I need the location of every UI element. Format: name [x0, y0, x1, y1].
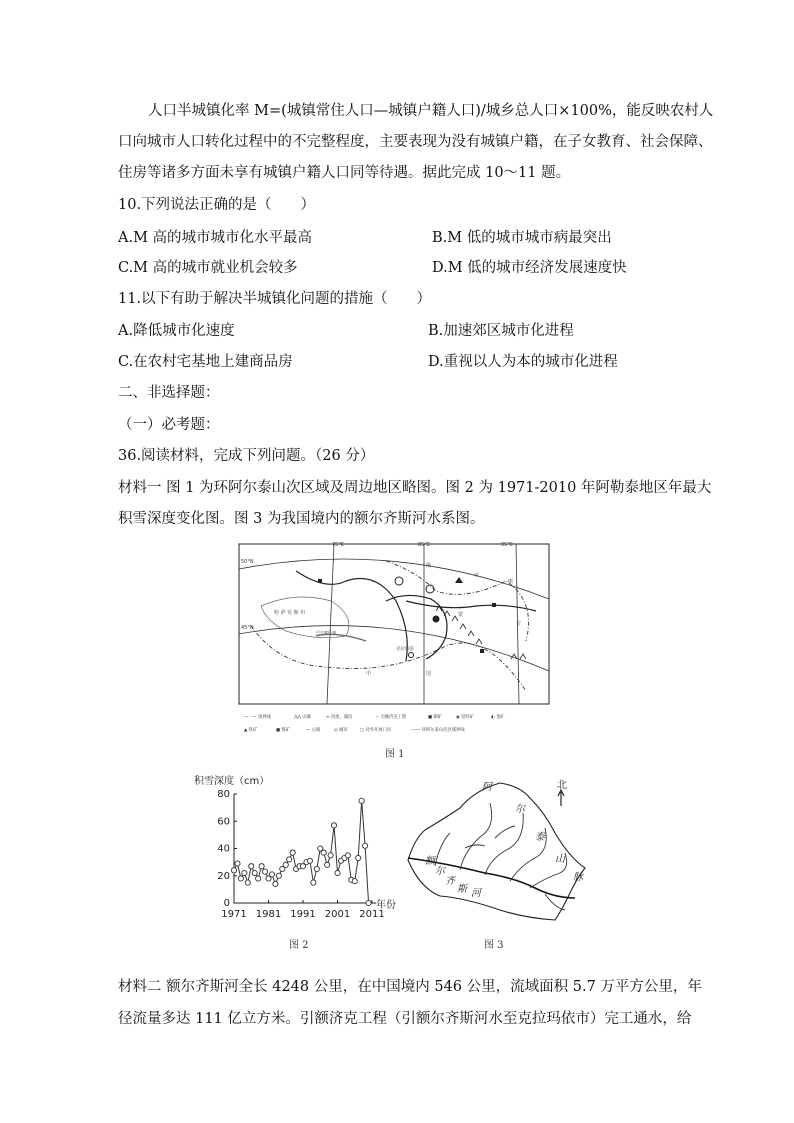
data-point — [249, 864, 254, 869]
snow-depth-series-line — [234, 801, 369, 903]
figure-2-snow-depth-chart — [190, 772, 405, 930]
intro-line-1: 人口半城镇化率 M=(城镇常住人口—城镇户籍人口)/城乡总人口×100%，能反映农村人 — [148, 103, 714, 119]
svg-text:■ 煤矿: ■ 煤矿 — [276, 728, 291, 733]
x-tick-label: 1981 — [255, 909, 282, 920]
svg-text:俄: 俄 — [426, 563, 432, 569]
data-point — [335, 870, 340, 875]
y-tick-label: 40 — [217, 843, 230, 855]
q10-option-b: B.M 低的城市城市病最突出 — [432, 230, 612, 246]
material-2-line-2: 径流量多达 111 亿立方米。引额济克工程（引额尔齐斯河水至克拉玛依市）完工通水，给 — [118, 1011, 692, 1027]
svg-text:▲ 铁矿: ▲ 铁矿 — [244, 728, 258, 733]
data-point — [238, 876, 243, 881]
q10-option-a: A.M 高的城市城市化水平最高 — [118, 230, 313, 246]
q10-option-d: D.M 低的城市经济发展速度快 — [432, 260, 627, 276]
data-point — [242, 870, 247, 875]
svg-text:95°E: 95°E — [501, 542, 514, 548]
chart-xlabel: 年份 — [376, 900, 396, 911]
chart-axes — [234, 794, 376, 903]
data-point — [314, 866, 319, 871]
data-point — [366, 900, 371, 905]
data-point — [283, 862, 288, 867]
data-point — [321, 850, 326, 855]
y-tick-label: 60 — [217, 816, 230, 828]
section-heading: 二、非选择题： — [118, 385, 220, 401]
data-point — [259, 864, 264, 869]
x-tick-label: 2011 — [359, 909, 385, 920]
svg-text:≈ 河流、湖泊: ≈ 河流、湖泊 — [326, 715, 353, 720]
svg-text:斯: 斯 — [508, 579, 514, 585]
figure-1-map — [236, 541, 568, 741]
fig3-label: 齐 — [445, 876, 455, 887]
svg-text:75°E: 75°E — [332, 542, 345, 548]
x-tick-label: 1971 — [221, 909, 247, 920]
intro-line-3: 住房等诸多方面未享有城镇户籍人口同等待遇。据此完成 10～11 题。 — [118, 165, 571, 181]
svg-text:⋀⋀ 山脉: ⋀⋀ 山脉 — [294, 715, 312, 720]
intro-line-2: 口向城市人口转化过程中的不完整程度，主要表现为没有城镇户籍，在子女教育、社会保障、 — [118, 134, 713, 150]
svg-text:— 公路: — 公路 — [306, 728, 321, 733]
data-point — [276, 873, 281, 878]
data-point — [345, 853, 350, 858]
section-subheading: （一）必考题： — [118, 417, 220, 433]
fig3-label: 脉 — [573, 872, 583, 883]
fig3-label: 额 — [425, 856, 435, 867]
svg-text:巴尔喀什湖: 巴尔喀什湖 — [316, 630, 336, 635]
svg-text:------ 环阿尔泰山次区域界线: ------ 环阿尔泰山次区域界线 — [411, 728, 465, 733]
north-arrow-icon — [558, 790, 564, 806]
svg-text:罗: 罗 — [474, 573, 480, 579]
x-tick-label: 1991 — [290, 909, 316, 920]
svg-text:哈 萨 克 斯 坦: 哈 萨 克 斯 坦 — [274, 610, 306, 616]
fig3-label: 尔 — [515, 804, 525, 815]
figure-3-caption: 图 3 — [484, 940, 504, 951]
material-2-line-1: 材料二 额尔齐斯河全长 4248 公里，在中国境内 546 公里，流域面积 5.7 万平方公里，年 — [118, 979, 702, 995]
data-point — [363, 843, 368, 848]
y-tick-label: 80 — [217, 789, 230, 800]
data-point — [235, 861, 240, 866]
svg-text:-- 引额济克工程: -- 引额济克工程 — [376, 715, 407, 720]
fig3-label: 泰 — [535, 832, 545, 843]
svg-text:— · — 国界线: — · — 国界线 — [244, 715, 271, 720]
q36-stem: 36.阅读材料，完成下列问题。（26 分） — [118, 448, 375, 464]
data-point — [359, 798, 364, 803]
q11-option-c: C.在农村宅基地上建商品房 — [118, 354, 293, 370]
fig3-label: 山 — [555, 854, 565, 865]
q11-stem: 11.以下有助于解决半城镇化问题的措施（ ） — [118, 291, 432, 307]
figure-2-caption: 图 2 — [289, 940, 309, 951]
q10-stem: 10.下列说法正确的是（ ） — [118, 197, 316, 213]
svg-text:45°N: 45°N — [241, 625, 254, 631]
material-1-line-1: 材料一 图 1 为环阿尔泰山次区域及周边地区略图。图 2 为 1971-2010 年阿勒泰地区年最大 — [118, 480, 712, 496]
svg-text:85°E: 85°E — [418, 542, 431, 548]
data-point — [256, 876, 261, 881]
data-point — [325, 862, 330, 867]
svg-text:□ 对外开放口岸: □ 对外开放口岸 — [360, 728, 392, 733]
svg-text:◎ 城市: ◎ 城市 — [334, 728, 348, 733]
data-point — [352, 879, 357, 884]
data-point — [252, 870, 257, 875]
svg-text:蒙: 蒙 — [458, 612, 464, 618]
fig3-label: 尔 — [435, 866, 445, 877]
svg-text:◉ 铅锌矿: ◉ 铅锌矿 — [456, 715, 475, 720]
data-point — [262, 869, 267, 874]
y-tick-label: 0 — [223, 898, 230, 909]
q11-option-b: B.加速郊区城市化进程 — [428, 323, 574, 339]
data-point — [245, 880, 250, 885]
svg-text:◐ 金矿: ◐ 金矿 — [491, 715, 505, 720]
data-point — [269, 872, 274, 877]
fig3-label: 阿 — [482, 782, 492, 793]
data-point — [231, 868, 236, 873]
figure-3-river-map — [405, 778, 590, 928]
q11-option-d: D.重视以人为本的城市化进程 — [428, 354, 618, 370]
north-label: 北 — [557, 780, 567, 791]
figure-1-caption: 图 1 — [385, 749, 405, 760]
material-1-line-2: 积雪深度变化图。图 3 为我国境内的额尔齐斯河水系图。 — [118, 511, 485, 527]
svg-text:克拉玛依: 克拉玛依 — [396, 647, 414, 652]
svg-text:中: 中 — [366, 671, 372, 677]
svg-text:50°N: 50°N — [241, 559, 254, 565]
fig3-label: 斯 — [457, 884, 467, 895]
data-point — [287, 857, 292, 862]
q11-option-a: A.降低城市化速度 — [118, 323, 235, 339]
data-point — [273, 881, 278, 886]
data-point — [356, 855, 361, 860]
data-point — [290, 850, 295, 855]
fig3-label: 河 — [471, 888, 481, 899]
q10-option-c: C.M 高的城市就业机会较多 — [118, 260, 298, 276]
y-tick-label: 20 — [217, 870, 230, 882]
x-tick-label: 2001 — [324, 909, 351, 920]
svg-text:■ 铜矿: ■ 铜矿 — [428, 715, 443, 720]
data-point — [331, 823, 336, 828]
data-point — [328, 853, 333, 858]
chart-ylabel: 积雪深度（cm） — [194, 776, 270, 787]
data-point — [307, 858, 312, 863]
data-point — [311, 880, 316, 885]
svg-text:古: 古 — [516, 621, 522, 627]
svg-text:国: 国 — [426, 671, 432, 677]
